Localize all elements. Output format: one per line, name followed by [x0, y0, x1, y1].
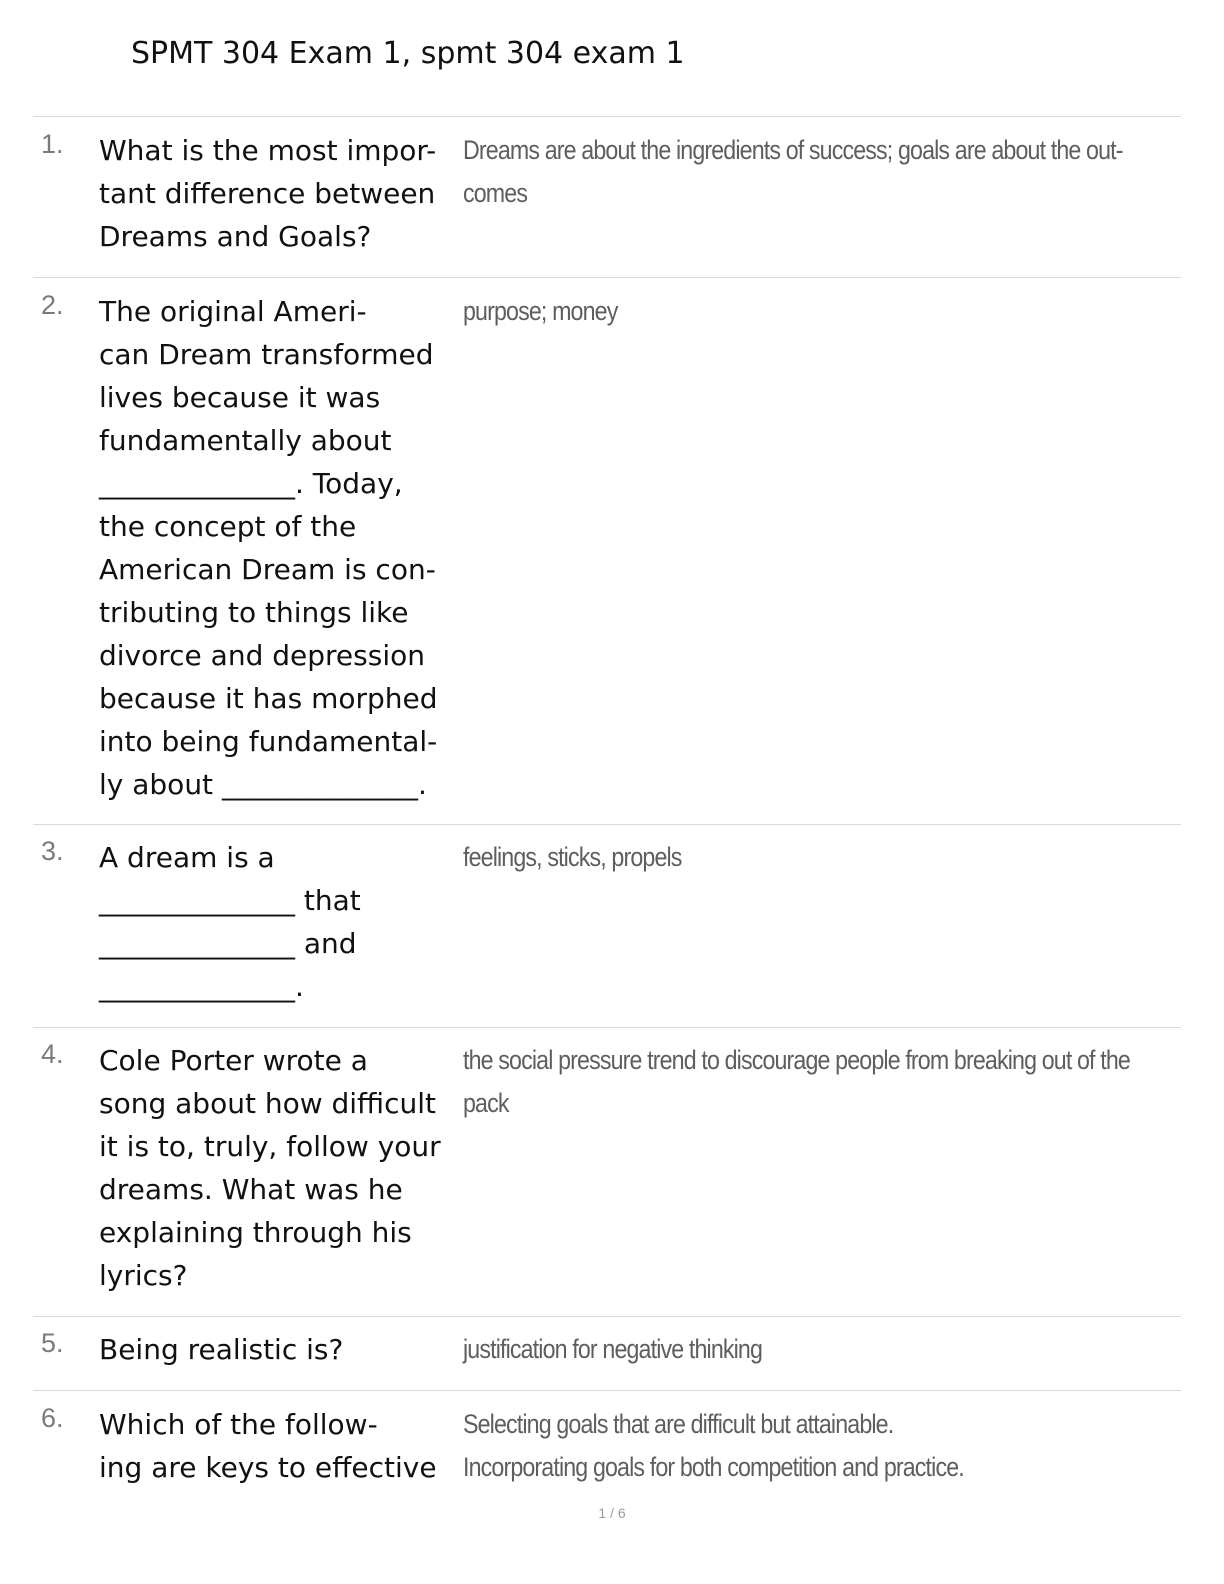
term-line: Cole Porter wrote a	[99, 1044, 368, 1077]
card-definition	[463, 836, 1177, 879]
term-line: American Dream is con-	[99, 553, 436, 586]
term-line: Dreams and Goals?	[99, 220, 372, 253]
divider	[33, 1027, 1181, 1028]
definition-line: Incorporating goals for both competition and practice.	[463, 1452, 964, 1482]
definition-line: the social pressure trend to discourage people from breaking out of the	[463, 1045, 1130, 1075]
card-definition	[463, 290, 1177, 333]
term-line: divorce and depression	[99, 639, 425, 672]
term-line: What is the most impor-	[99, 134, 437, 167]
term-line: lives because it was	[99, 381, 381, 414]
card-number: 4.	[41, 1039, 64, 1069]
term-line: tant difference between	[99, 177, 436, 210]
divider	[33, 116, 1181, 117]
term-line: ______________.	[99, 970, 304, 1003]
term-line: explaining through his	[99, 1216, 412, 1249]
term-line: dreams. What was he	[99, 1173, 403, 1206]
divider	[33, 1390, 1181, 1391]
divider	[33, 824, 1181, 825]
card-number: 3.	[41, 836, 64, 866]
definition-line: pack	[463, 1088, 509, 1118]
card-term	[99, 129, 457, 258]
card-number: 5.	[41, 1328, 64, 1358]
card-number: 1.	[41, 129, 64, 159]
term-line: ______________ that	[99, 884, 361, 917]
term-line: ______________. Today,	[99, 467, 403, 500]
term-line: can Dream transformed	[99, 338, 434, 371]
term-line: Being realistic is?	[99, 1333, 344, 1366]
term-line: tributing to things like	[99, 596, 409, 629]
term-line: it is to, truly, follow your	[99, 1130, 441, 1163]
card-definition	[463, 1039, 1177, 1125]
card-term	[99, 836, 457, 1008]
term-line: into being fundamental-	[99, 725, 438, 758]
term-line: The original Ameri-	[99, 295, 367, 328]
term-line: ______________ and	[99, 927, 357, 960]
term-line: Which of the follow-	[99, 1408, 378, 1441]
term-line: fundamentally about	[99, 424, 392, 457]
card-definition	[463, 1403, 1177, 1489]
page-indicator: 1 / 6	[598, 1505, 626, 1521]
card-term	[99, 1403, 457, 1489]
term-line: song about how difficult	[99, 1087, 437, 1120]
term-line: lyrics?	[99, 1259, 188, 1292]
term-line: ly about ______________.	[99, 768, 427, 801]
definition-line: Dreams are about the ingredients of success; goals are about the out-	[463, 135, 1123, 165]
card-number: 2.	[41, 290, 64, 320]
definition-line: justification for negative thinking	[463, 1334, 763, 1364]
divider	[33, 277, 1181, 278]
term-line: the concept of the	[99, 510, 357, 543]
card-number: 6.	[41, 1403, 64, 1433]
term-line: ing are keys to effective	[99, 1451, 437, 1484]
definition-line: purpose; money	[463, 296, 618, 326]
card-term	[99, 290, 457, 806]
document-title: SPMT 304 Exam 1, spmt 304 exam 1	[131, 36, 685, 71]
definition-line: comes	[463, 178, 528, 208]
card-term	[99, 1039, 457, 1297]
divider	[33, 1316, 1181, 1317]
definition-line: feelings, sticks, propels	[463, 842, 682, 872]
term-line: because it has morphed	[99, 682, 438, 715]
card-definition	[463, 1328, 1177, 1371]
term-line: A dream is a	[99, 841, 275, 874]
card-definition	[463, 129, 1177, 215]
definition-line: Selecting goals that are difficult but attainable.	[463, 1409, 894, 1439]
card-term	[99, 1328, 457, 1371]
